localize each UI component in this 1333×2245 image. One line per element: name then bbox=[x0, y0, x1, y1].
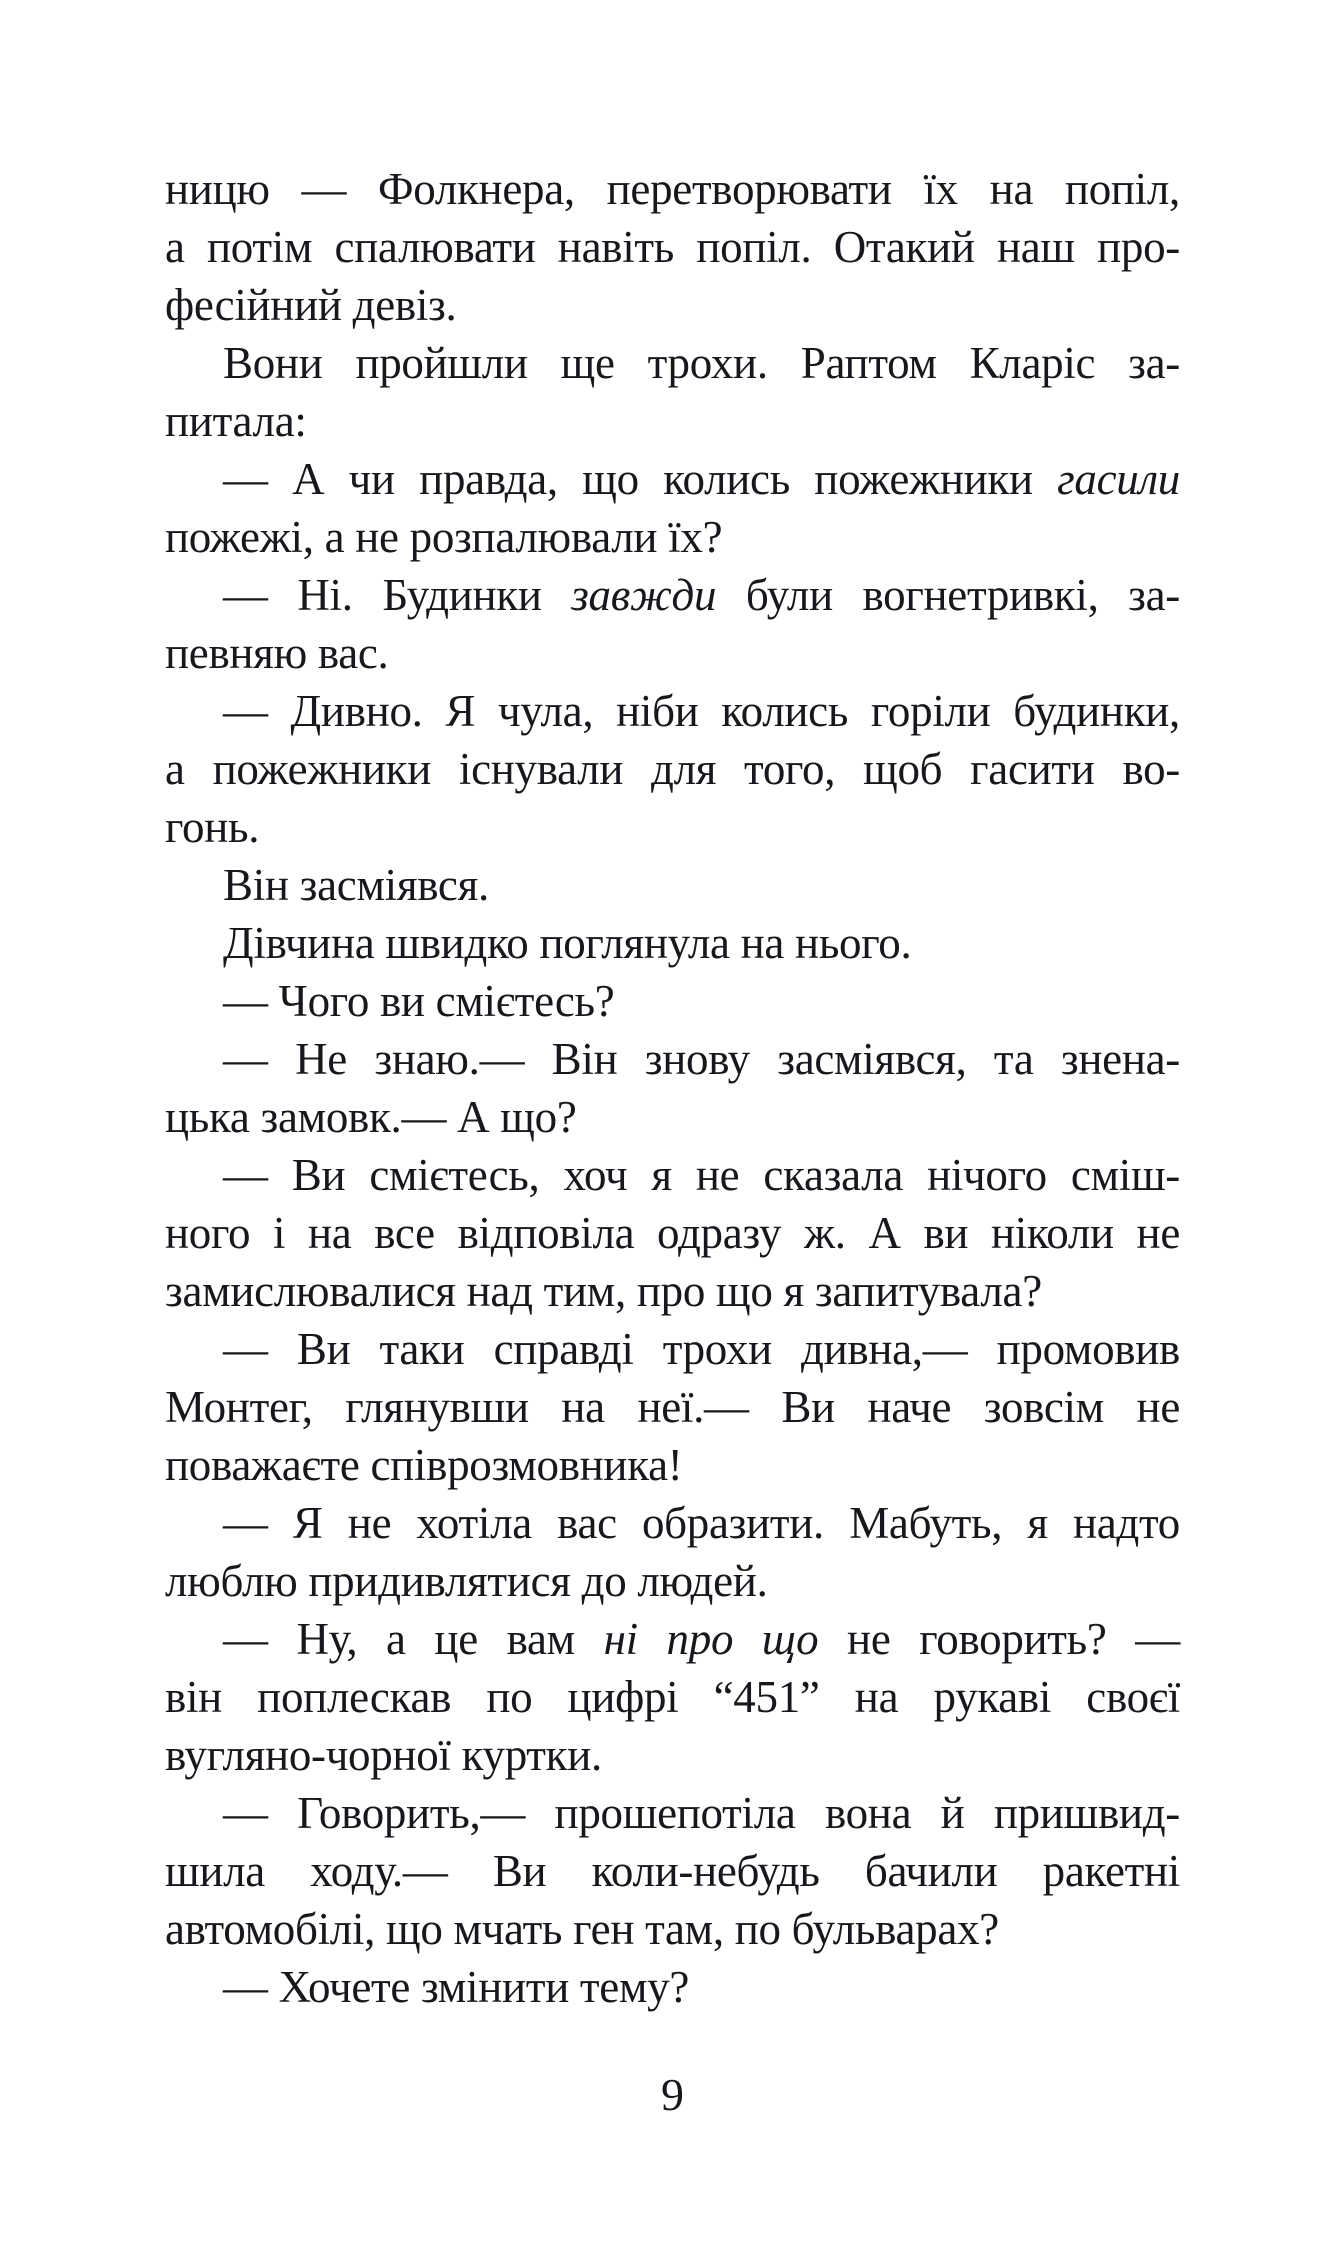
text-line: поважаєте співрозмовника! bbox=[165, 1440, 683, 1490]
text-line: — Ви таки справді трохи дивна,— промовив bbox=[223, 1324, 1180, 1374]
text-line: Він засміявся. bbox=[223, 860, 489, 910]
text-line: — Чого ви смієтесь? bbox=[223, 976, 615, 1026]
text-line: фесійний девіз. bbox=[165, 280, 457, 330]
text-line: він поплескав по цифрі “451” на рукаві своєї bbox=[165, 1672, 1180, 1722]
text-line: а пожежники існували для того, щоб гасити во- bbox=[165, 744, 1180, 794]
text-line: Монтег, глянувши на неї.— Ви наче зовсім не bbox=[165, 1382, 1180, 1432]
text-line: шила ходу.— Ви коли-небудь бачили ракетні bbox=[165, 1846, 1180, 1896]
text-line: Дівчина швидко поглянула на нього. bbox=[223, 918, 912, 968]
text-line: гонь. bbox=[165, 802, 260, 852]
text-line: — Говорить,— прошепотіла вона й пришвид- bbox=[223, 1788, 1180, 1838]
text-line: ницю — Фолкнера, перетворювати їх на попіл, bbox=[165, 164, 1180, 214]
text-line: — Ну, а це вам ні про що не говорить? — bbox=[223, 1614, 1180, 1664]
text-line: вугляно-чорної куртки. bbox=[165, 1730, 602, 1780]
text-line: цька замовк.— А що? bbox=[165, 1092, 577, 1142]
text-line: — Не знаю.— Він знову засміявся, та знена- bbox=[223, 1034, 1180, 1084]
text-line: пожежі, а не розпалювали їх? bbox=[165, 512, 723, 562]
text-line: — Ні. Будинки завжди були вогнетривкі, за- bbox=[223, 570, 1180, 620]
text-line: замислювалися над тим, про що я запитувала? bbox=[165, 1266, 1042, 1316]
text-line: Вони пройшли ще трохи. Раптом Кларіс за- bbox=[223, 338, 1180, 388]
text-line: — А чи правда, що колись пожежники гасили bbox=[223, 454, 1180, 504]
page-number: 9 bbox=[661, 2069, 684, 2120]
text-line: автомобілі, що мчать ген там, по бульварах? bbox=[165, 1904, 999, 1954]
text-line: — Дивно. Я чула, ніби колись горіли будинки, bbox=[223, 686, 1180, 736]
text-block bbox=[165, 160, 1180, 2016]
text-line: а потім спалювати навіть попіл. Отакий наш про- bbox=[165, 222, 1180, 272]
text-line: люблю придивлятися до людей. bbox=[165, 1556, 768, 1606]
text-line: — Ви смієтесь, хоч я не сказала нічого сміш- bbox=[223, 1150, 1180, 1200]
text-line: — Я не хотіла вас образити. Мабуть, я надто bbox=[223, 1498, 1180, 1548]
text-line: — Хочете змінити тему? bbox=[223, 1962, 690, 2012]
text-line: певняю вас. bbox=[165, 628, 389, 678]
text-line: питала: bbox=[165, 396, 307, 446]
text-line: ного і на все відповіла одразу ж. А ви ніколи не bbox=[165, 1208, 1180, 1258]
